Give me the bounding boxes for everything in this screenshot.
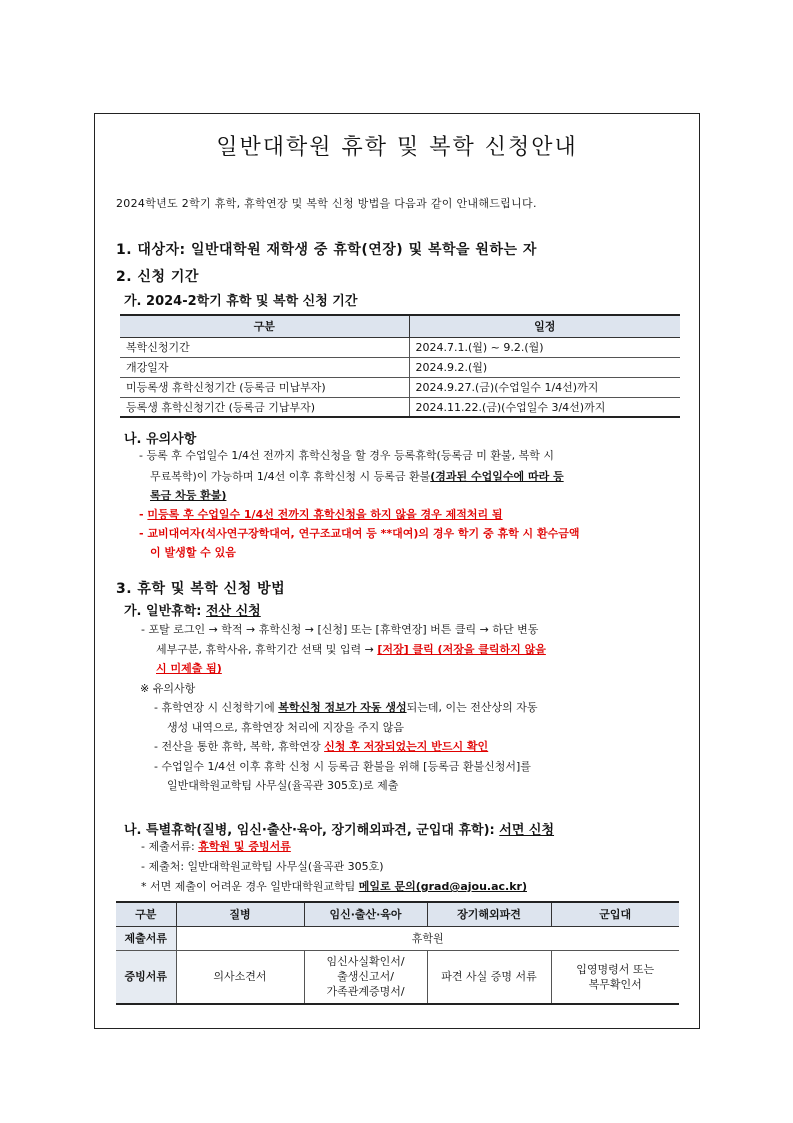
- cell-line: 가족관계증명서/: [326, 985, 405, 999]
- row-label: 증빙서류: [116, 950, 176, 1004]
- page-title: 일반대학원 휴학 및 복학 신청안내: [216, 135, 578, 160]
- note-1-line-3: 록금 차등 환불): [150, 489, 227, 502]
- table-cell: 휴학원: [176, 926, 679, 950]
- general-step-line-2: [156, 640, 546, 660]
- table-row: [116, 926, 679, 950]
- table-row: [120, 377, 680, 397]
- cell-line: 복무확인서: [588, 977, 642, 991]
- intro-text: 2024학년도 2학기 휴학, 휴학연장 및 복학 신청 방법을 다음과 같이 안내해드립니다.: [116, 197, 537, 210]
- special-docs-label: - 제출서류:: [141, 840, 199, 853]
- table-cell: 2024.7.1.(월) ~ 9.2.(월): [409, 337, 680, 357]
- caution-2-line: [154, 737, 488, 757]
- general-step-line-3: 시 미제출 됨): [156, 662, 222, 675]
- caution-1-line-2: 생성 내역으로, 휴학연장 처리에 지장을 주지 않음: [167, 721, 404, 734]
- table-row: [120, 357, 680, 377]
- cell-line: 임신사실확인서/: [326, 955, 405, 969]
- section-3a-method: 전산 신청: [205, 604, 261, 619]
- general-step-text: 세부구분, 휴학사유, 휴학기간 선택 및 입력 →: [156, 643, 378, 656]
- caution-1-text: - 휴학연장 시 신청학기에: [154, 701, 279, 714]
- cell-line: 입영명령서 또는: [576, 962, 655, 976]
- special-email-link[interactable]: 메일로 문의(grad@ajou.ac.kr): [358, 880, 527, 893]
- table-cell: 2024.9.27.(금)(수업일수 1/4선)까지: [409, 377, 680, 397]
- section-3a-label: 가. 일반휴학:: [124, 604, 206, 619]
- note-3-line-2: 이 발생할 수 있음: [150, 546, 236, 559]
- table-cell: 2024.9.2.(월): [409, 357, 680, 377]
- caution-3-line-1: - 수업일수 1/4선 이후 휴학 신청 시 등록금 환불을 위해 [등록금 환불신청서]를: [154, 760, 531, 773]
- cell-line: 출생신고서/: [337, 970, 394, 984]
- table-header: 구분: [120, 315, 409, 337]
- special-docs-line: [141, 837, 291, 857]
- special-email-line: [141, 877, 527, 897]
- section-3-heading: 3. 휴학 및 복학 신청 방법: [116, 581, 286, 597]
- caution-title: ※ 유의사항: [140, 682, 196, 695]
- note-1-bold: (경과된 수업일수에 따라 등: [430, 470, 564, 483]
- section-2b-heading: 나. 유의사항: [124, 432, 197, 447]
- table-header: 구분: [116, 902, 176, 926]
- table-row: [120, 397, 680, 417]
- note-2-text: 미등록 후 수업일수 1/4선 전까지 휴학신청을 하지 않을 경우 제적처리 됨: [147, 508, 503, 521]
- special-docs-value: 휴학원 및 증빙서류: [198, 840, 291, 853]
- table-header: 일정: [409, 315, 680, 337]
- table-cell: [304, 950, 427, 1004]
- caution-2-warning: 신청 후 저장되었는지 반드시 확인: [324, 740, 489, 753]
- table-header: 군입대: [551, 902, 679, 926]
- general-step-line-1: - 포탈 로그인 → 학적 → 휴학신청 → [신청] 또는 [휴학연장] 버튼 클릭 → 하단 변동: [141, 623, 539, 636]
- general-step-warning: [저장] 클릭 (저장을 클릭하지 않을: [377, 643, 546, 656]
- section-1-heading: 1. 대상자: 일반대학원 재학생 중 휴학(연장) 및 복학을 원하는 자: [116, 242, 537, 258]
- row-label: 제출서류: [116, 926, 176, 950]
- table-row: [120, 337, 680, 357]
- note-1-line-1: - 등록 후 수업일수 1/4선 전까지 휴학신청을 할 경우 등록휴학(등록금 미 환불, 복학 시: [139, 449, 554, 462]
- table-header: 임신·출산·육아: [304, 902, 427, 926]
- caution-1-bold: 복학신청 정보가 자동 생성: [278, 701, 407, 714]
- caution-3-line-2: 일반대학원교학팀 사무실(율곡관 305호)로 제출: [167, 779, 399, 792]
- section-3b-method: 서면 신청: [499, 823, 555, 838]
- application-period-table: [120, 314, 680, 418]
- table-cell: 미등록생 휴학신청기간 (등록금 미납부자): [120, 377, 409, 397]
- caution-1-line-1: [154, 698, 537, 718]
- note-1-line-2: [150, 467, 564, 487]
- table-cell: 복학신청기간: [120, 337, 409, 357]
- table-header: 장기해외파견: [427, 902, 551, 926]
- special-place-line: - 제출처: 일반대학원교학팀 사무실(율곡관 305호): [141, 860, 384, 873]
- note-2-dash: -: [139, 508, 148, 521]
- table-cell: 의사소견서: [176, 950, 304, 1004]
- table-cell: 개강일자: [120, 357, 409, 377]
- table-cell: 파견 사실 증명 서류: [427, 950, 551, 1004]
- section-2-heading: 2. 신청 기간: [116, 269, 199, 285]
- section-2a-heading: 가. 2024-2학기 휴학 및 복학 신청 기간: [124, 294, 358, 309]
- section-3b-heading: [124, 819, 554, 838]
- section-3b-label: 나. 특별휴학(질병, 임신·출산·육아, 장기해외파견, 군입대 휴학):: [124, 823, 500, 838]
- table-row: [116, 950, 679, 1004]
- table-cell: 등록생 휴학신청기간 (등록금 기납부자): [120, 397, 409, 417]
- table-cell: [551, 950, 679, 1004]
- special-email-text: * 서면 제출이 어려운 경우 일반대학원교학팀: [141, 880, 359, 893]
- caution-1-text-2: 되는데, 이는 전산상의 자동: [406, 701, 538, 714]
- note-2-line: [139, 505, 503, 525]
- table-header: 질병: [176, 902, 304, 926]
- caution-2-text: - 전산을 통한 휴학, 복학, 휴학연장: [154, 740, 325, 753]
- special-leave-table: [116, 901, 679, 1005]
- note-1-text: 무료복학)이 가능하며 1/4선 이후 휴학신청 시 등록금 환불: [150, 470, 431, 483]
- section-3a-heading: [124, 600, 261, 619]
- table-cell: 2024.11.22.(금)(수업일수 3/4선)까지: [409, 397, 680, 417]
- note-3-line-1: - 교비대여자(석사연구장학대여, 연구조교대여 등 **대여)의 경우 학기 중 휴학 시 환수금액: [139, 527, 580, 540]
